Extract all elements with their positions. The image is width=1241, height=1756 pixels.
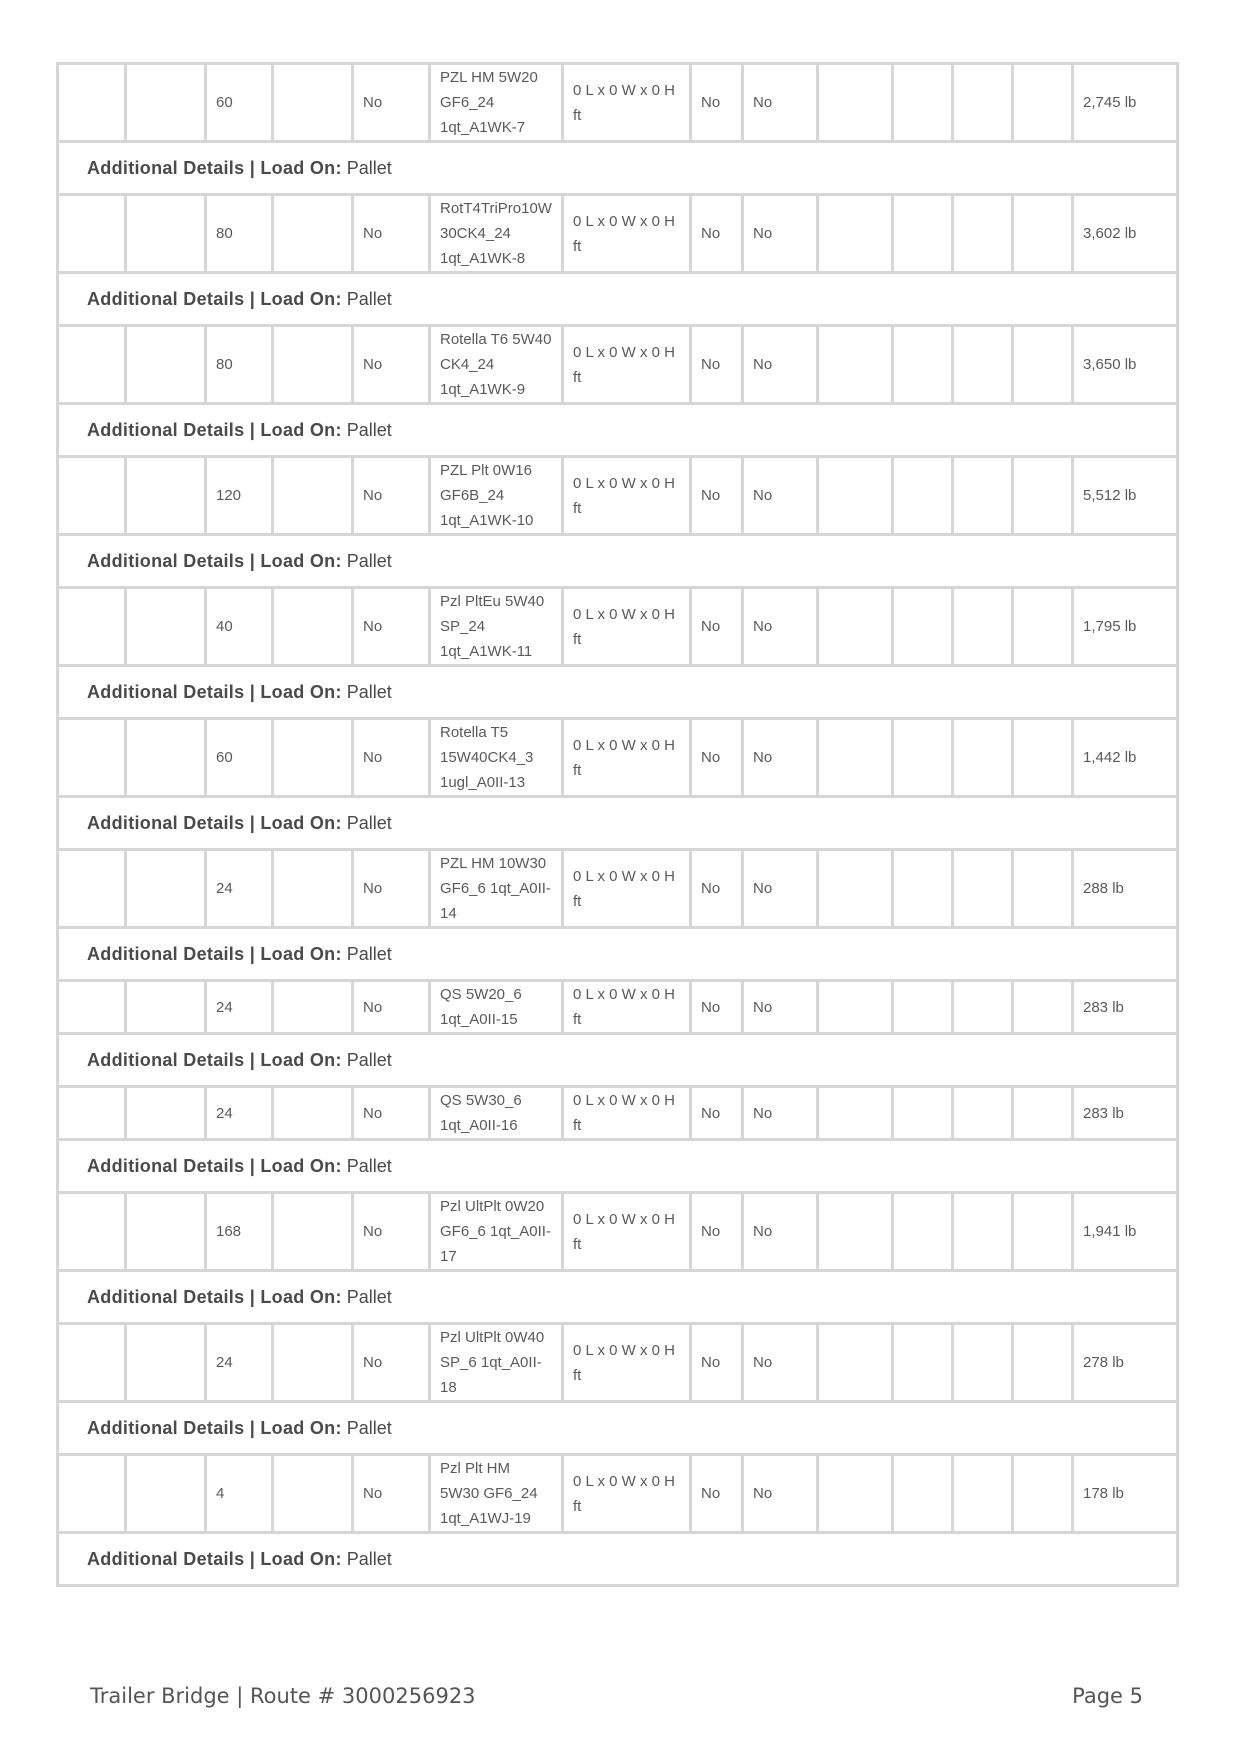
quantity-cell: 24	[206, 1087, 273, 1140]
description-cell: QS 5W20_6 1qt_A0II-15	[430, 981, 563, 1034]
cell-empty	[273, 719, 353, 797]
load-on-value: Pallet	[346, 288, 392, 309]
option-a-cell: No	[691, 1324, 743, 1402]
dimensions-cell: 0 L x 0 W x 0 H ft	[563, 1455, 691, 1533]
additional-details-cell	[58, 797, 1178, 850]
cell-empty	[1013, 326, 1073, 404]
cell-empty	[58, 981, 126, 1034]
additional-details-label: Additional Details | Load On:	[87, 812, 342, 833]
cell-empty	[893, 326, 953, 404]
cell-empty	[1013, 1087, 1073, 1140]
quantity-cell: 24	[206, 850, 273, 928]
dimensions-cell: 0 L x 0 W x 0 H ft	[563, 1324, 691, 1402]
cell-empty	[126, 588, 206, 666]
flag-cell: No	[353, 981, 430, 1034]
cell-empty	[126, 850, 206, 928]
cell-empty	[893, 588, 953, 666]
cell-empty	[893, 195, 953, 273]
quantity-cell: 24	[206, 1324, 273, 1402]
load-on-value: Pallet	[346, 943, 392, 964]
cell-empty	[953, 588, 1013, 666]
cell-empty	[126, 1455, 206, 1533]
cell-empty	[58, 195, 126, 273]
weight-cell: 5,512 lb	[1073, 457, 1178, 535]
load-on-value: Pallet	[346, 1417, 392, 1438]
weight-cell: 1,442 lb	[1073, 719, 1178, 797]
cell-empty	[58, 457, 126, 535]
additional-details-label: Additional Details | Load On:	[87, 1417, 342, 1438]
cell-empty	[126, 326, 206, 404]
cell-empty	[818, 981, 893, 1034]
cell-empty	[893, 981, 953, 1034]
shipment-items-table	[56, 62, 1179, 1587]
option-a-cell: No	[691, 1087, 743, 1140]
additional-details-row	[58, 273, 1178, 326]
cell-empty	[818, 64, 893, 142]
additional-details-row	[58, 142, 1178, 195]
option-b-cell: No	[743, 1193, 818, 1271]
quantity-cell: 60	[206, 719, 273, 797]
cell-empty	[1013, 719, 1073, 797]
weight-cell: 178 lb	[1073, 1455, 1178, 1533]
option-b-cell: No	[743, 1087, 818, 1140]
cell-empty	[893, 850, 953, 928]
flag-cell: No	[353, 457, 430, 535]
cell-empty	[273, 850, 353, 928]
cell-empty	[953, 195, 1013, 273]
option-a-cell: No	[691, 1193, 743, 1271]
cell-empty	[953, 1193, 1013, 1271]
description-cell: PZL HM 10W30 GF6_6 1qt_A0II-14	[430, 850, 563, 928]
description-cell: Pzl PltEu 5W40 SP_24 1qt_A1WK-11	[430, 588, 563, 666]
cell-empty	[953, 326, 1013, 404]
description-cell: Pzl UltPlt 0W20 GF6_6 1qt_A0II-17	[430, 1193, 563, 1271]
table-row	[58, 719, 1178, 797]
additional-details-row	[58, 404, 1178, 457]
cell-empty	[953, 64, 1013, 142]
cell-empty	[818, 850, 893, 928]
cell-empty	[1013, 588, 1073, 666]
description-cell: Pzl Plt HM 5W30 GF6_24 1qt_A1WJ-19	[430, 1455, 563, 1533]
cell-empty	[273, 457, 353, 535]
dimensions-cell: 0 L x 0 W x 0 H ft	[563, 326, 691, 404]
load-on-value: Pallet	[346, 1049, 392, 1070]
option-b-cell: No	[743, 1324, 818, 1402]
cell-empty	[58, 1324, 126, 1402]
table-row	[58, 1193, 1178, 1271]
dimensions-cell: 0 L x 0 W x 0 H ft	[563, 719, 691, 797]
quantity-cell: 120	[206, 457, 273, 535]
additional-details-row	[58, 1271, 1178, 1324]
quantity-cell: 4	[206, 1455, 273, 1533]
additional-details-cell	[58, 1140, 1178, 1193]
table-row	[58, 326, 1178, 404]
cell-empty	[126, 195, 206, 273]
cell-empty	[58, 1193, 126, 1271]
cell-empty	[818, 457, 893, 535]
cell-empty	[953, 719, 1013, 797]
cell-empty	[818, 1193, 893, 1271]
cell-empty	[273, 1455, 353, 1533]
weight-cell: 1,941 lb	[1073, 1193, 1178, 1271]
load-on-value: Pallet	[346, 419, 392, 440]
option-a-cell: No	[691, 588, 743, 666]
flag-cell: No	[353, 64, 430, 142]
flag-cell: No	[353, 1324, 430, 1402]
option-b-cell: No	[743, 850, 818, 928]
quantity-cell: 80	[206, 326, 273, 404]
load-on-value: Pallet	[346, 157, 392, 178]
option-a-cell: No	[691, 719, 743, 797]
cell-empty	[58, 64, 126, 142]
load-on-value: Pallet	[346, 812, 392, 833]
additional-details-row	[58, 1402, 1178, 1455]
cell-empty	[1013, 64, 1073, 142]
cell-empty	[58, 588, 126, 666]
additional-details-label: Additional Details | Load On:	[87, 1286, 342, 1307]
description-cell: PZL Plt 0W16 GF6B_24 1qt_A1WK-10	[430, 457, 563, 535]
cell-empty	[273, 326, 353, 404]
option-a-cell: No	[691, 1455, 743, 1533]
cell-empty	[1013, 981, 1073, 1034]
cell-empty	[818, 1455, 893, 1533]
table-row	[58, 1324, 1178, 1402]
dimensions-cell: 0 L x 0 W x 0 H ft	[563, 195, 691, 273]
cell-empty	[273, 64, 353, 142]
option-a-cell: No	[691, 850, 743, 928]
cell-empty	[273, 195, 353, 273]
description-cell: Rotella T5 15W40CK4_3 1ugl_A0II-13	[430, 719, 563, 797]
quantity-cell: 60	[206, 64, 273, 142]
cell-empty	[893, 1324, 953, 1402]
table-row	[58, 64, 1178, 142]
table-row	[58, 1087, 1178, 1140]
cell-empty	[273, 981, 353, 1034]
cell-empty	[1013, 850, 1073, 928]
cell-empty	[58, 1087, 126, 1140]
table-row	[58, 588, 1178, 666]
additional-details-row	[58, 535, 1178, 588]
cell-empty	[126, 719, 206, 797]
flag-cell: No	[353, 588, 430, 666]
cell-empty	[893, 64, 953, 142]
flag-cell: No	[353, 1455, 430, 1533]
dimensions-cell: 0 L x 0 W x 0 H ft	[563, 1193, 691, 1271]
table-row	[58, 850, 1178, 928]
flag-cell: No	[353, 850, 430, 928]
flag-cell: No	[353, 719, 430, 797]
additional-details-row	[58, 1034, 1178, 1087]
option-b-cell: No	[743, 588, 818, 666]
cell-empty	[953, 457, 1013, 535]
description-cell: Rotella T6 5W40 CK4_24 1qt_A1WK-9	[430, 326, 563, 404]
cell-empty	[953, 1324, 1013, 1402]
cell-empty	[273, 588, 353, 666]
additional-details-cell	[58, 142, 1178, 195]
cell-empty	[273, 1087, 353, 1140]
load-on-value: Pallet	[346, 550, 392, 571]
cell-empty	[818, 195, 893, 273]
cell-empty	[126, 1193, 206, 1271]
cell-empty	[953, 1455, 1013, 1533]
additional-details-row	[58, 666, 1178, 719]
cell-empty	[58, 719, 126, 797]
quantity-cell: 80	[206, 195, 273, 273]
description-cell: RotT4TriPro10W 30CK4_24 1qt_A1WK-8	[430, 195, 563, 273]
cell-empty	[893, 719, 953, 797]
dimensions-cell: 0 L x 0 W x 0 H ft	[563, 457, 691, 535]
cell-empty	[1013, 195, 1073, 273]
dimensions-cell: 0 L x 0 W x 0 H ft	[563, 981, 691, 1034]
cell-empty	[818, 1087, 893, 1140]
additional-details-label: Additional Details | Load On:	[87, 1155, 342, 1176]
option-b-cell: No	[743, 981, 818, 1034]
cell-empty	[818, 1324, 893, 1402]
additional-details-cell	[58, 1402, 1178, 1455]
description-cell: QS 5W30_6 1qt_A0II-16	[430, 1087, 563, 1140]
weight-cell: 3,602 lb	[1073, 195, 1178, 273]
additional-details-row	[58, 1140, 1178, 1193]
cell-empty	[126, 981, 206, 1034]
cell-empty	[58, 326, 126, 404]
footer-route: Trailer Bridge | Route # 3000256923	[90, 1684, 476, 1708]
additional-details-label: Additional Details | Load On:	[87, 943, 342, 964]
additional-details-cell	[58, 1271, 1178, 1324]
weight-cell: 1,795 lb	[1073, 588, 1178, 666]
cell-empty	[893, 457, 953, 535]
cell-empty	[818, 588, 893, 666]
additional-details-cell	[58, 1533, 1178, 1586]
option-a-cell: No	[691, 457, 743, 535]
weight-cell: 283 lb	[1073, 1087, 1178, 1140]
cell-empty	[893, 1455, 953, 1533]
dimensions-cell: 0 L x 0 W x 0 H ft	[563, 1087, 691, 1140]
additional-details-cell	[58, 535, 1178, 588]
dimensions-cell: 0 L x 0 W x 0 H ft	[563, 588, 691, 666]
cell-empty	[273, 1324, 353, 1402]
load-on-value: Pallet	[346, 1286, 392, 1307]
cell-empty	[126, 64, 206, 142]
option-b-cell: No	[743, 719, 818, 797]
option-b-cell: No	[743, 195, 818, 273]
table-row	[58, 981, 1178, 1034]
cell-empty	[273, 1193, 353, 1271]
additional-details-cell	[58, 273, 1178, 326]
cell-empty	[58, 850, 126, 928]
load-on-value: Pallet	[346, 681, 392, 702]
cell-empty	[953, 1087, 1013, 1140]
option-b-cell: No	[743, 457, 818, 535]
quantity-cell: 168	[206, 1193, 273, 1271]
cell-empty	[1013, 1324, 1073, 1402]
additional-details-cell	[58, 404, 1178, 457]
additional-details-row	[58, 1533, 1178, 1586]
weight-cell: 3,650 lb	[1073, 326, 1178, 404]
option-a-cell: No	[691, 981, 743, 1034]
cell-empty	[893, 1193, 953, 1271]
dimensions-cell: 0 L x 0 W x 0 H ft	[563, 64, 691, 142]
additional-details-row	[58, 928, 1178, 981]
option-a-cell: No	[691, 326, 743, 404]
table-row	[58, 195, 1178, 273]
flag-cell: No	[353, 1193, 430, 1271]
description-cell: Pzl UltPlt 0W40 SP_6 1qt_A0II-18	[430, 1324, 563, 1402]
flag-cell: No	[353, 326, 430, 404]
cell-empty	[126, 1087, 206, 1140]
additional-details-label: Additional Details | Load On:	[87, 1049, 342, 1070]
cell-empty	[818, 326, 893, 404]
cell-empty	[126, 1324, 206, 1402]
weight-cell: 278 lb	[1073, 1324, 1178, 1402]
cell-empty	[1013, 457, 1073, 535]
cell-empty	[1013, 1193, 1073, 1271]
cell-empty	[58, 1455, 126, 1533]
load-on-value: Pallet	[346, 1155, 392, 1176]
option-b-cell: No	[743, 326, 818, 404]
additional-details-label: Additional Details | Load On:	[87, 419, 342, 440]
additional-details-cell	[58, 928, 1178, 981]
cell-empty	[953, 981, 1013, 1034]
cell-empty	[818, 719, 893, 797]
cell-empty	[1013, 1455, 1073, 1533]
cell-empty	[126, 457, 206, 535]
weight-cell: 2,745 lb	[1073, 64, 1178, 142]
additional-details-label: Additional Details | Load On:	[87, 681, 342, 702]
additional-details-label: Additional Details | Load On:	[87, 288, 342, 309]
table-row	[58, 1455, 1178, 1533]
table-row	[58, 457, 1178, 535]
additional-details-label: Additional Details | Load On:	[87, 1548, 342, 1569]
option-a-cell: No	[691, 64, 743, 142]
flag-cell: No	[353, 195, 430, 273]
quantity-cell: 24	[206, 981, 273, 1034]
footer-page-number: Page 5	[1072, 1684, 1143, 1708]
cell-empty	[893, 1087, 953, 1140]
quantity-cell: 40	[206, 588, 273, 666]
additional-details-cell	[58, 1034, 1178, 1087]
weight-cell: 283 lb	[1073, 981, 1178, 1034]
flag-cell: No	[353, 1087, 430, 1140]
weight-cell: 288 lb	[1073, 850, 1178, 928]
description-cell: PZL HM 5W20 GF6_24 1qt_A1WK-7	[430, 64, 563, 142]
option-a-cell: No	[691, 195, 743, 273]
cell-empty	[953, 850, 1013, 928]
additional-details-label: Additional Details | Load On:	[87, 157, 342, 178]
additional-details-row	[58, 797, 1178, 850]
option-b-cell: No	[743, 1455, 818, 1533]
additional-details-label: Additional Details | Load On:	[87, 550, 342, 571]
additional-details-cell	[58, 666, 1178, 719]
dimensions-cell: 0 L x 0 W x 0 H ft	[563, 850, 691, 928]
option-b-cell: No	[743, 64, 818, 142]
load-on-value: Pallet	[346, 1548, 392, 1569]
